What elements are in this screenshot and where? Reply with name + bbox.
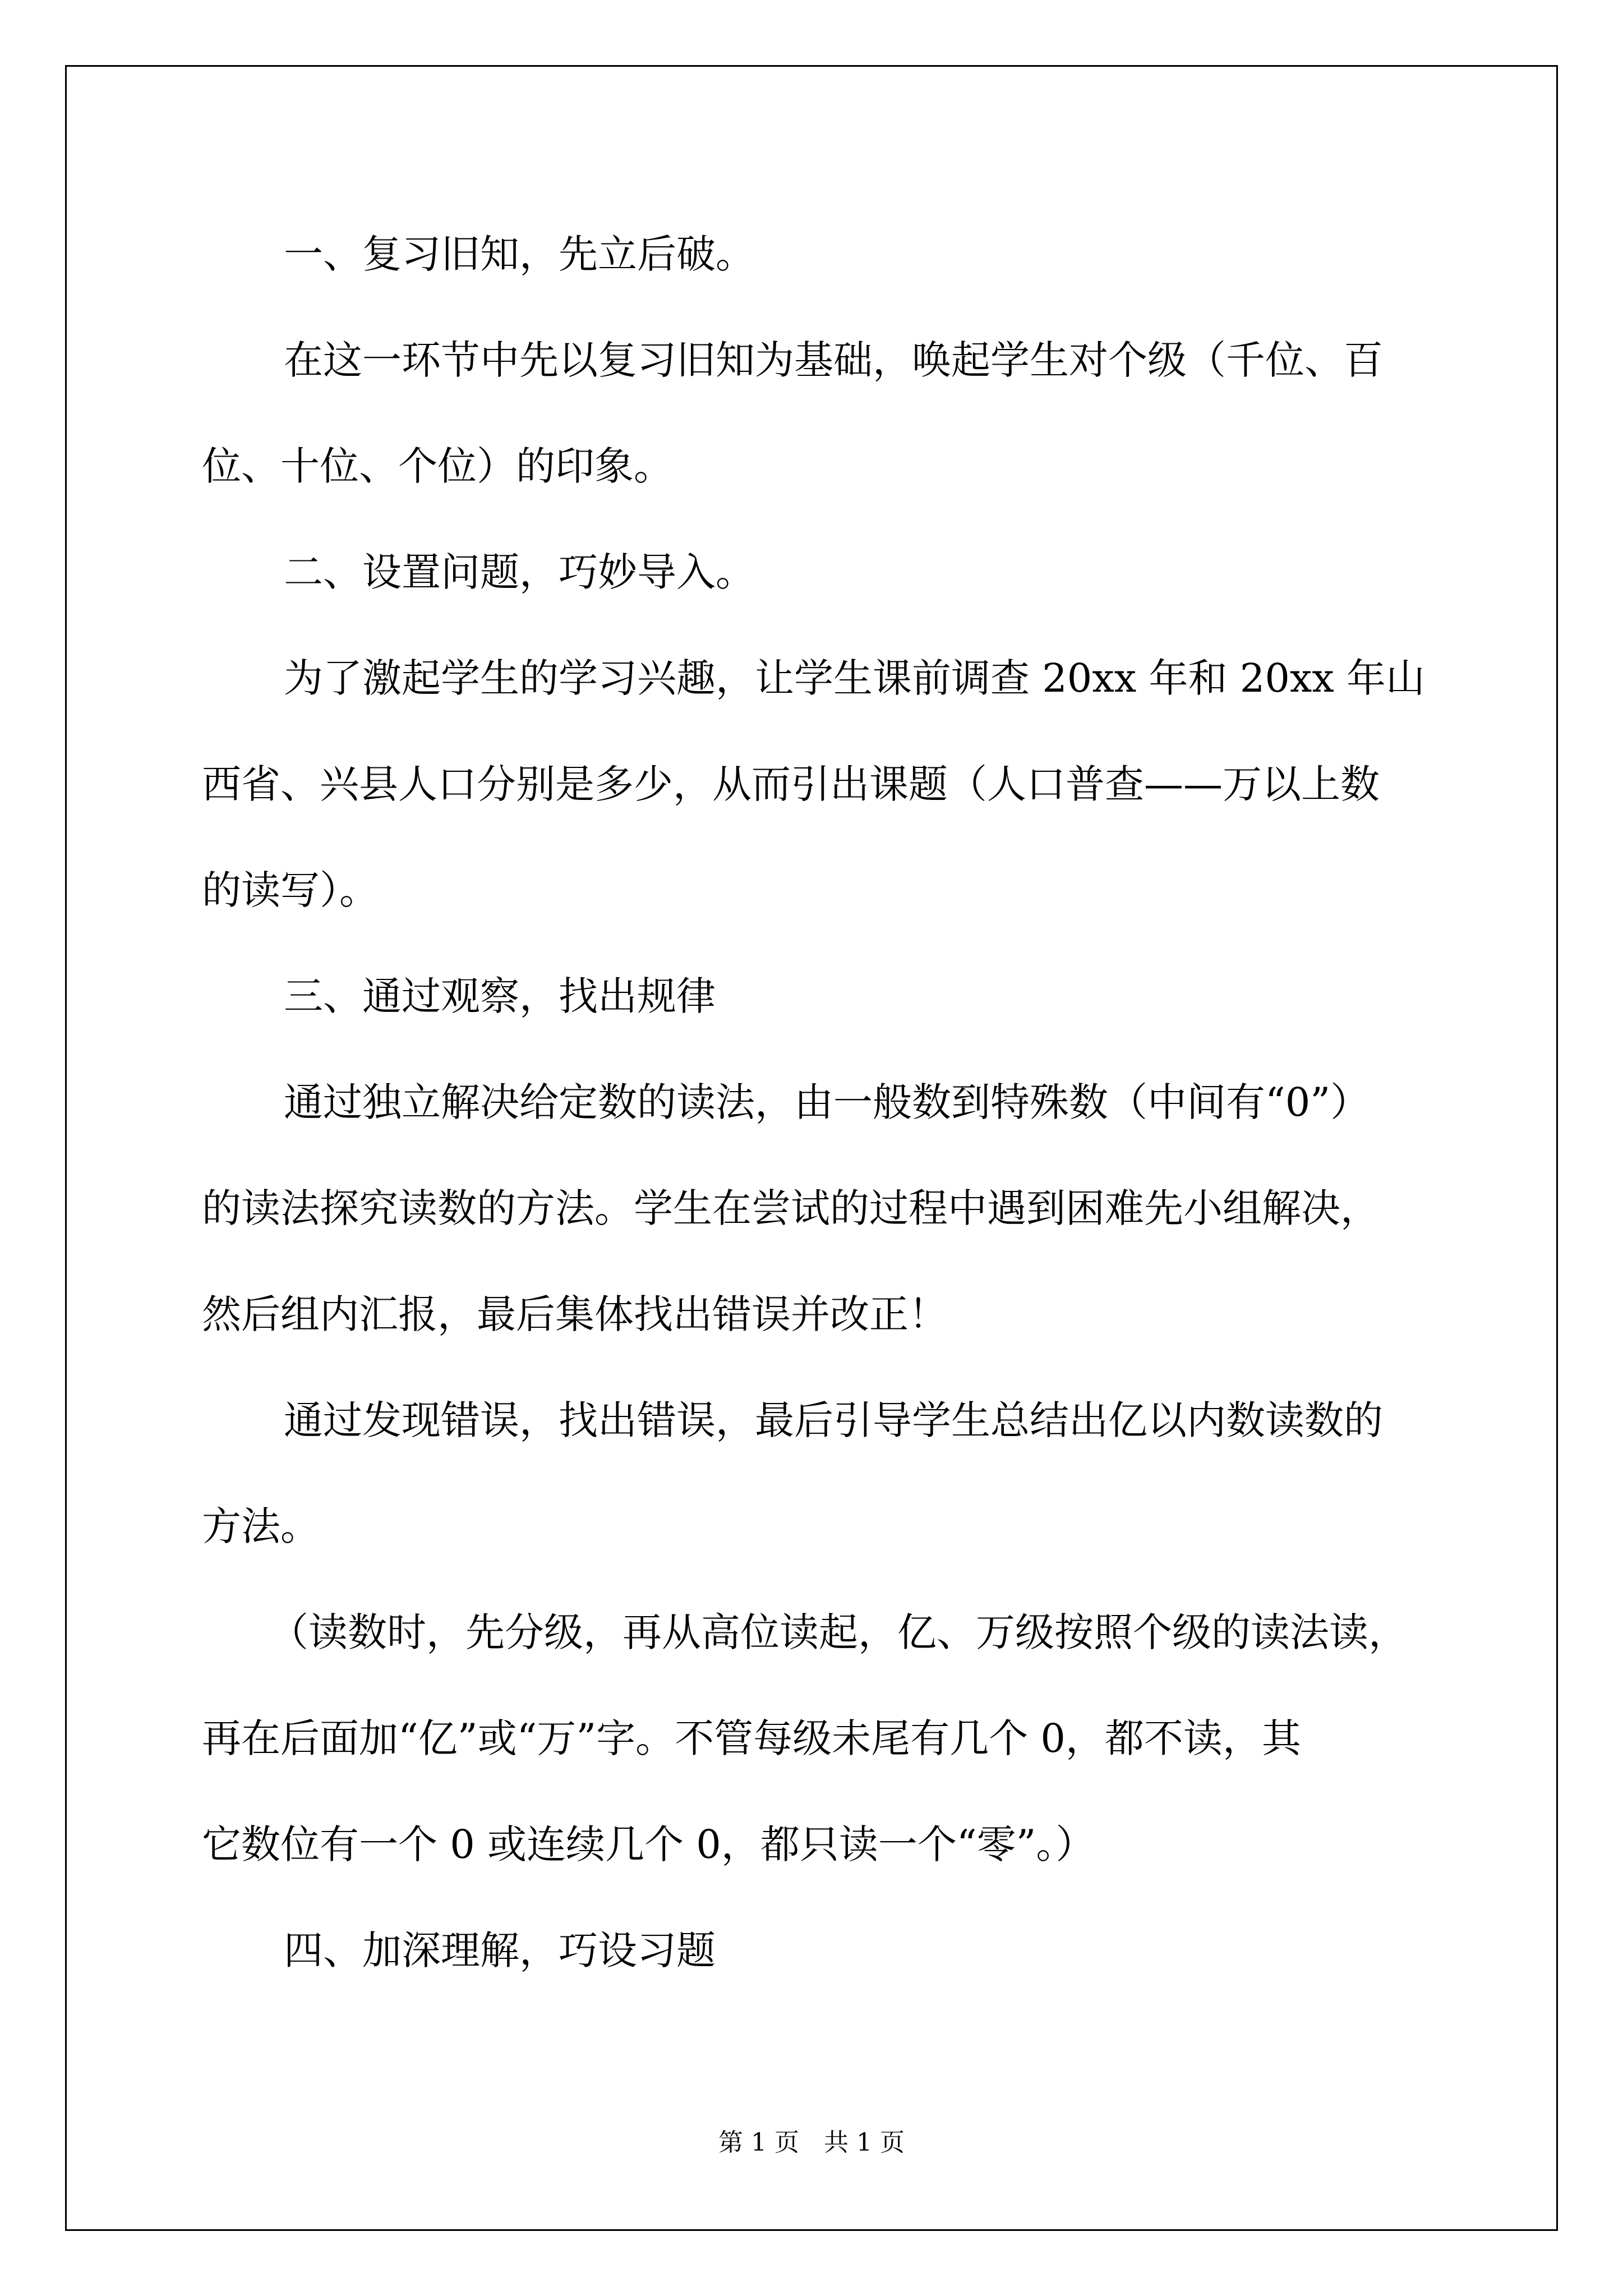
paragraph-line: 它数位有一个 0 或连续几个 0，都只读一个“零”。） (202, 1821, 1095, 1867)
paragraph-line: 然后组内汇报，最后集体找出错误并改正！ (202, 1291, 948, 1337)
page-footer: 第 1 页 共 1 页 (718, 2128, 905, 2157)
heading-exercise: 四、加深理解，巧设习题 (284, 1927, 716, 1973)
paragraph-line: （读数时，先分级，再从高位读起，亿、万级按照个级的读法读， (269, 1609, 1408, 1655)
paragraph-line: 再在后面加“亿”或“万”字。不管每级未尾有几个 0，都不读，其 (202, 1715, 1301, 1761)
paragraph-line: 的读法探究读数的方法。学生在尝试的过程中遇到困难先小组解决， (202, 1185, 1380, 1231)
paragraph-line: 位、十位、个位）的印象。 (202, 443, 673, 489)
page-border (65, 65, 1558, 2231)
paragraph-line: 在这一环节中先以复习旧知为基础，唤起学生对个级（千位、百 (284, 337, 1383, 383)
paragraph-line: 的读写）。 (202, 867, 379, 913)
heading-review: 一、复习旧知，先立后破。 (284, 231, 755, 277)
paragraph-line: 方法。 (202, 1503, 320, 1549)
paragraph-line: 通过发现错误，找出错误，最后引导学生总结出亿以内数读数的 (284, 1397, 1383, 1443)
paragraph-line: 通过独立解决给定数的读法，由一般数到特殊数（中间有“0”） (284, 1079, 1370, 1125)
paragraph-line: 为了激起学生的学习兴趣，让学生课前调查 20xx 年和 20xx 年山 (284, 655, 1426, 701)
heading-observe: 三、通过观察，找出规律 (284, 973, 716, 1019)
heading-question: 二、设置问题，巧妙导入。 (284, 549, 755, 595)
paragraph-line: 西省、兴县人口分别是多少，从而引出课题（人口普查——万以上数 (202, 761, 1380, 807)
